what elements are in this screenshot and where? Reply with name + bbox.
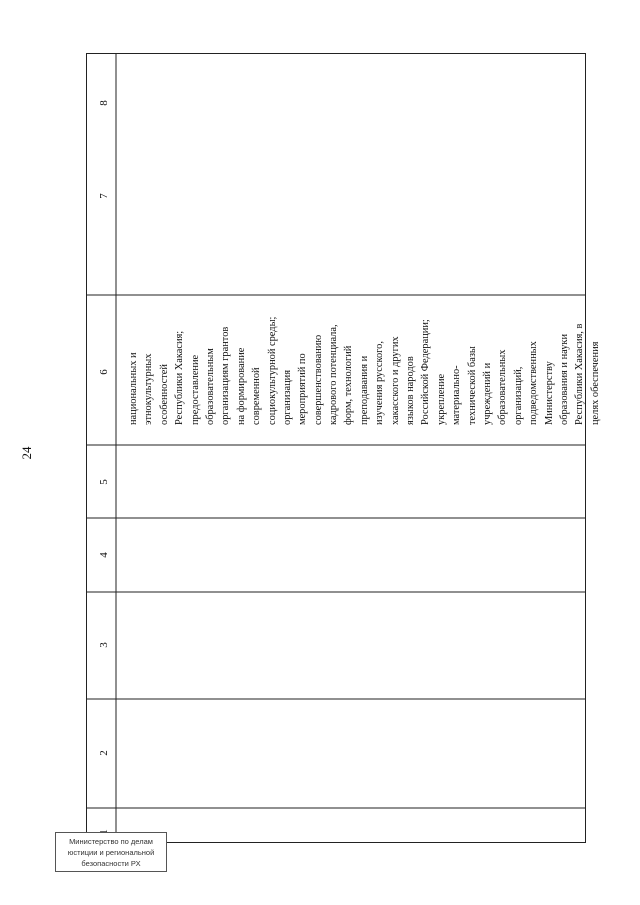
column7-text-line: образовательных	[497, 349, 509, 425]
column7-text	[126, 295, 603, 425]
column7-text-line: на формирование	[235, 347, 247, 425]
column7-text-line: целях обеспечения	[589, 341, 601, 425]
column7-text-line: технической базы	[466, 346, 478, 425]
column7-text-line: Республики Хакасия;	[174, 330, 186, 425]
column7-text-line: мероприятий по	[297, 353, 309, 425]
column7-text-line: материально-	[451, 365, 463, 425]
column7-text-line: учреждений и	[481, 362, 493, 425]
column7-text-line: Министерству	[543, 361, 555, 425]
column7-text-line: организаций,	[512, 366, 524, 425]
column7-text-line: социокультурной среды;	[266, 316, 278, 425]
column7-text-line: изучения русского,	[374, 341, 386, 425]
stamp-line-3: безопасности РХ	[81, 859, 141, 868]
column7-text-line: преподавания и	[358, 355, 370, 425]
column-header-5: 5	[98, 479, 110, 485]
stamp-line-2: юстиции и региональной	[67, 848, 155, 857]
column7-text-line: современной	[251, 367, 263, 425]
column7-text-line: совершенствованию	[312, 334, 324, 425]
column-header-7: 7	[98, 193, 110, 199]
column7-text-line: укрепление	[435, 373, 447, 425]
column-header-3: 3	[98, 642, 110, 648]
column7-text-line: форм, технологий	[343, 345, 355, 425]
column7-text-line: Республики Хакасия, в	[574, 323, 586, 425]
column7-text-line: предоставление	[189, 354, 201, 425]
column-header-2: 2	[98, 750, 110, 756]
stamp-line-1: Министерство по делам	[69, 837, 153, 846]
column7-text-line: национальных и	[128, 352, 139, 425]
column-header-6: 6	[98, 369, 110, 375]
column7-text-line: языков народов	[405, 356, 417, 425]
column7-text-line: этнокультурных	[143, 353, 155, 425]
data-table	[86, 53, 586, 843]
column7-text-line: хакасского и других	[389, 336, 401, 425]
column7-text-line: образовательным	[204, 348, 216, 425]
table-border	[87, 54, 586, 843]
registration-stamp	[55, 832, 167, 872]
column7-text-line: организация	[281, 369, 293, 425]
column7-text-line: особенностей	[158, 364, 170, 425]
column7-text-line: Российской Федерации;	[420, 319, 432, 425]
table-grid	[86, 53, 586, 843]
column7-text-line: кадрового потенциала,	[328, 324, 340, 425]
column-header-4: 4	[98, 552, 110, 558]
column7-text-line: образования и науки	[558, 333, 570, 425]
column7-text-line: подведомственных	[528, 341, 540, 425]
column7-text-line: организациям грантов	[220, 326, 232, 425]
column-header-8: 8	[98, 100, 110, 106]
page-number: 24	[19, 446, 34, 460]
